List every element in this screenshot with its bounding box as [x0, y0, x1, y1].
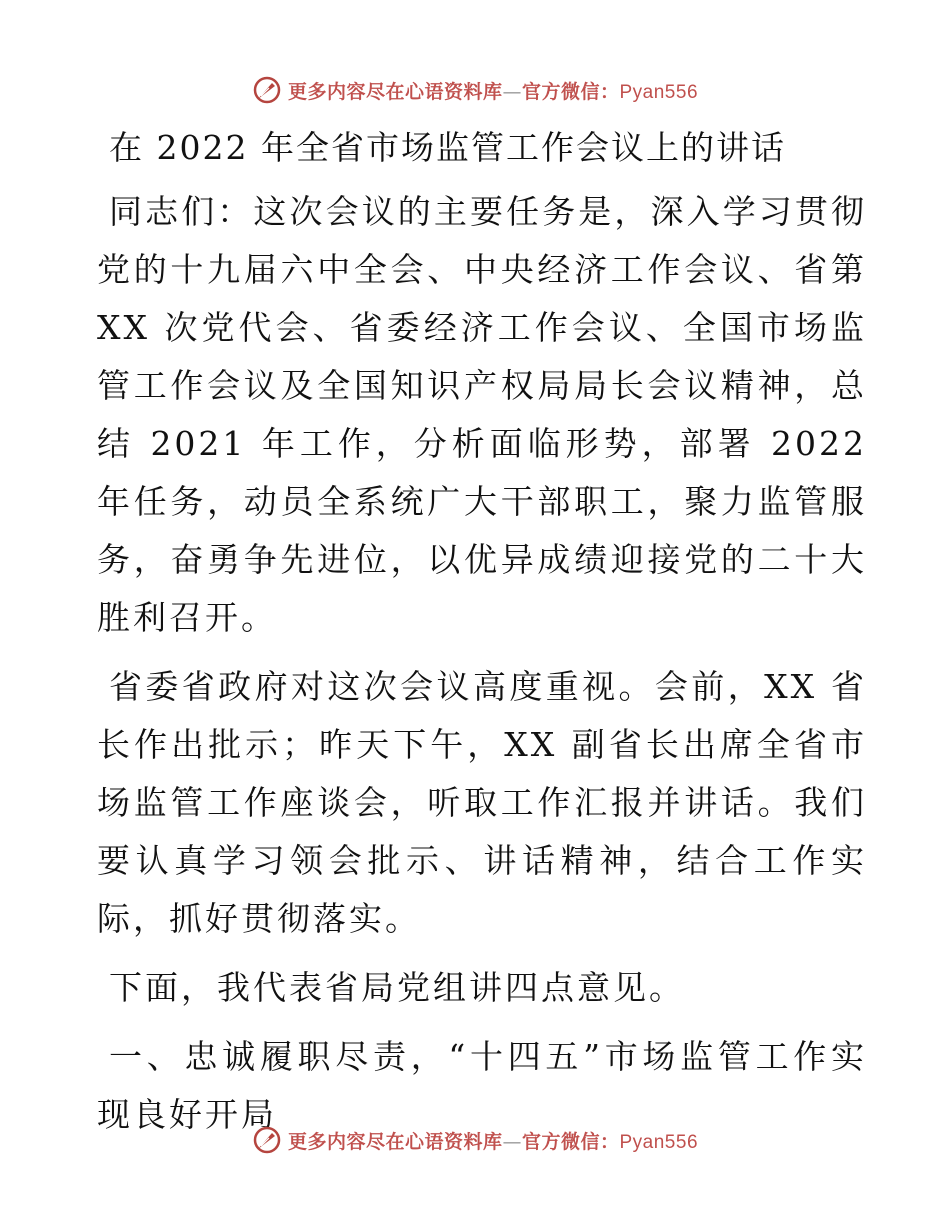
paragraph-outline: 下面，我代表省局党组讲四点意见。	[109, 968, 685, 1007]
banner-wechat-id: Pyan556	[619, 81, 699, 103]
footer-library-text: 更多内容尽在心语资料库	[287, 1130, 503, 1153]
document-body	[97, 122, 867, 1155]
paragraph-opening: 同志们：这次会议的主要任务是，深入学习贯彻党的十九届六中全会、中央经济工作会议、省第 XX 次党代会、省委经济工作会议、全国市场监管工作会议及全国知识产权局局长会议精神，总结 2021 年工作，分析面临形势，部署 2022 年任务，动员全系统广大干部职工，聚力监管服务，奋勇争先进位，以优异成绩迎接党的二十大胜利召开。	[97, 192, 867, 637]
banner-separator: —	[502, 80, 522, 103]
banner-text	[288, 77, 698, 104]
banner-library-text: 更多内容尽在心语资料库	[287, 80, 503, 103]
footer-separator: —	[502, 1130, 522, 1153]
header-banner	[0, 70, 950, 110]
quill-circle-logo-icon	[252, 75, 282, 105]
footer-wechat-label: 官方微信：	[521, 1130, 620, 1153]
paragraph-instructions: 省委省政府对这次会议高度重视。会前，XX 省长作出批示；昨天下午，XX 副省长出席全省市场监管工作座谈会，听取工作汇报并讲话。我们要认真学习领会批示、讲话精神，结合工作实际，抓好贯彻落实。	[97, 667, 867, 938]
banner-wechat-label: 官方微信：	[521, 80, 620, 103]
quill-circle-logo-icon	[252, 1125, 282, 1155]
footer-banner	[0, 1120, 950, 1160]
footer-banner-text	[288, 1127, 698, 1154]
footer-wechat-id: Pyan556	[619, 1131, 699, 1153]
document-title: 在 2022 年全省市场监管工作会议上的讲话	[109, 128, 786, 167]
section-heading: 一、忠诚履职尽责，“十四五”市场监管工作实现良好开局	[97, 1037, 867, 1134]
